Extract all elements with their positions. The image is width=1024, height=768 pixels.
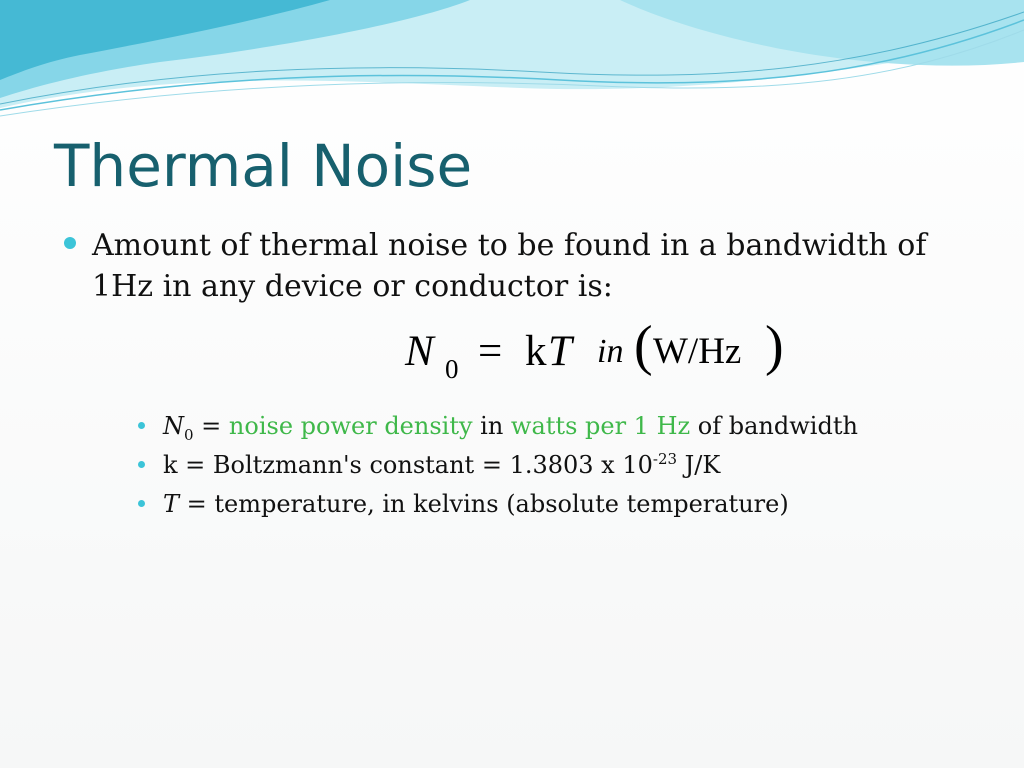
formula-unit: W/Hz	[653, 331, 742, 372]
sub-bullet-dot-icon	[138, 422, 145, 429]
sub-bullet-dot-icon	[138, 500, 145, 507]
slide-title: Thermal Noise	[54, 132, 473, 200]
highlight-noise-power-density: noise power density	[228, 412, 473, 440]
temperature-text: = temperature, in kelvins (absolute temperature)	[179, 490, 789, 518]
highlight-watts-per-hz: watts per 1 Hz	[510, 412, 691, 440]
formula-k: k	[525, 328, 547, 375]
header-wave-decoration	[0, 0, 1024, 130]
sub-bullet-text	[163, 447, 720, 483]
symbol-t: T	[163, 490, 180, 518]
formula-t: T	[548, 328, 572, 375]
sub-bullet-item	[138, 447, 958, 485]
formula-close-paren: )	[765, 315, 784, 377]
tail-text: of bandwidth	[690, 412, 858, 440]
connector-text: in	[472, 412, 511, 440]
formula-in: in	[597, 333, 624, 370]
boltzmann-exponent: -23	[652, 450, 678, 468]
formula-n: N	[405, 328, 434, 375]
sub-bullet-dot-icon	[138, 461, 145, 468]
formula-equals: =	[478, 328, 503, 375]
sub-bullet-item	[138, 408, 958, 446]
main-bullet-text: Amount of thermal noise to be found in a bandwidth of 1Hz in any device or conductor is:	[92, 228, 927, 304]
bullet-dot-icon	[64, 237, 76, 249]
boltzmann-unit: J/K	[677, 451, 721, 479]
boltzmann-prefix: k = Boltzmann's constant = 1.3803 x 10	[163, 451, 653, 479]
sub-bullet-text	[163, 408, 858, 444]
symbol-n-subscript: 0	[184, 425, 194, 444]
equals-text: =	[193, 412, 229, 440]
formula-n-subscript: 0	[445, 354, 459, 384]
sub-bullet-text	[163, 486, 789, 522]
sub-bullet-item	[138, 486, 958, 524]
formula-open-paren: (	[634, 315, 653, 377]
symbol-n: N	[163, 412, 184, 440]
